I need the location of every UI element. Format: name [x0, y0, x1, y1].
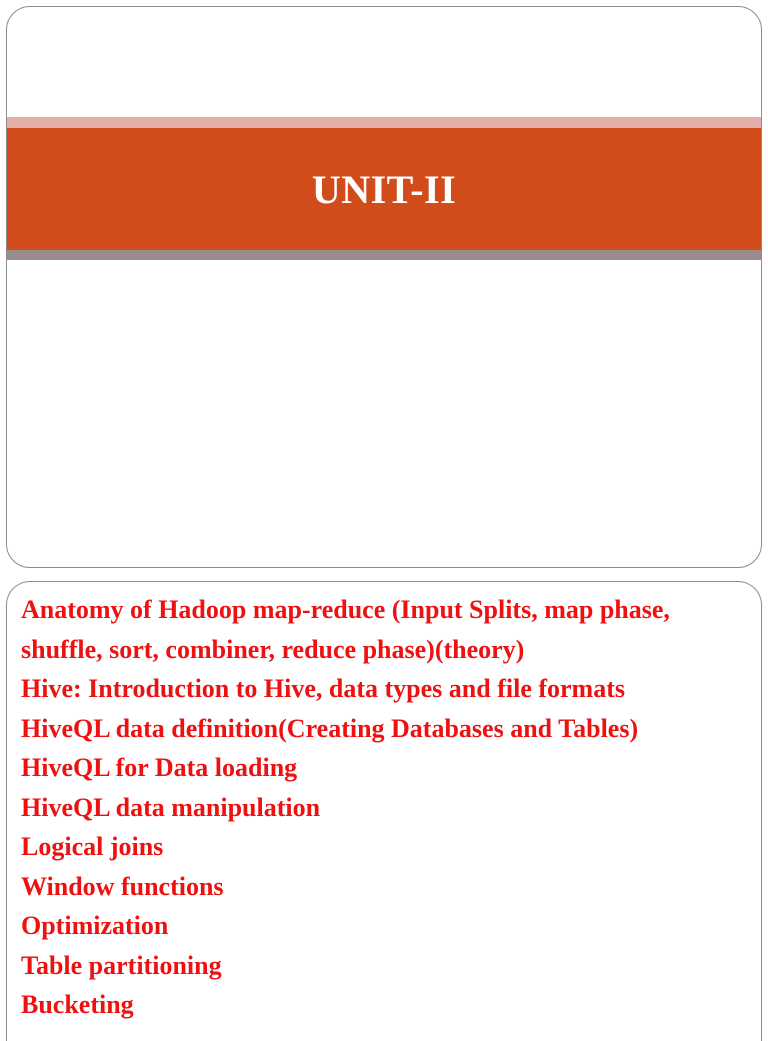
topic-item: Optimization — [21, 911, 169, 940]
title-band-bottom-stripe — [7, 250, 761, 260]
topic-item: Window functions — [21, 871, 224, 901]
title-band-main — [7, 128, 761, 250]
slide-title: UNIT-II — [311, 166, 457, 212]
topics-slide — [6, 581, 762, 1041]
topic-list — [21, 590, 747, 1025]
topic-item: HiveQL data manipulation — [21, 792, 321, 822]
topic-item: Anatomy of Hadoop map-reduce (Input Splits, map phase, shuffle, sort, combiner, reduce phase)(theory) — [21, 595, 670, 664]
topic-item: HiveQL data definition(Creating Databases and Tables) — [21, 713, 639, 743]
title-slide — [6, 6, 762, 568]
topic-item: Hive: Introduction to Hive, data types and file formats — [21, 674, 625, 703]
topic-item: Bucketing — [21, 990, 134, 1019]
topic-item: Table partitioning — [21, 950, 222, 980]
title-band-top-stripe — [7, 117, 761, 128]
topic-item: Logical joins — [21, 832, 164, 861]
topic-item: HiveQL for Data loading — [21, 753, 298, 782]
title-band — [7, 117, 761, 261]
